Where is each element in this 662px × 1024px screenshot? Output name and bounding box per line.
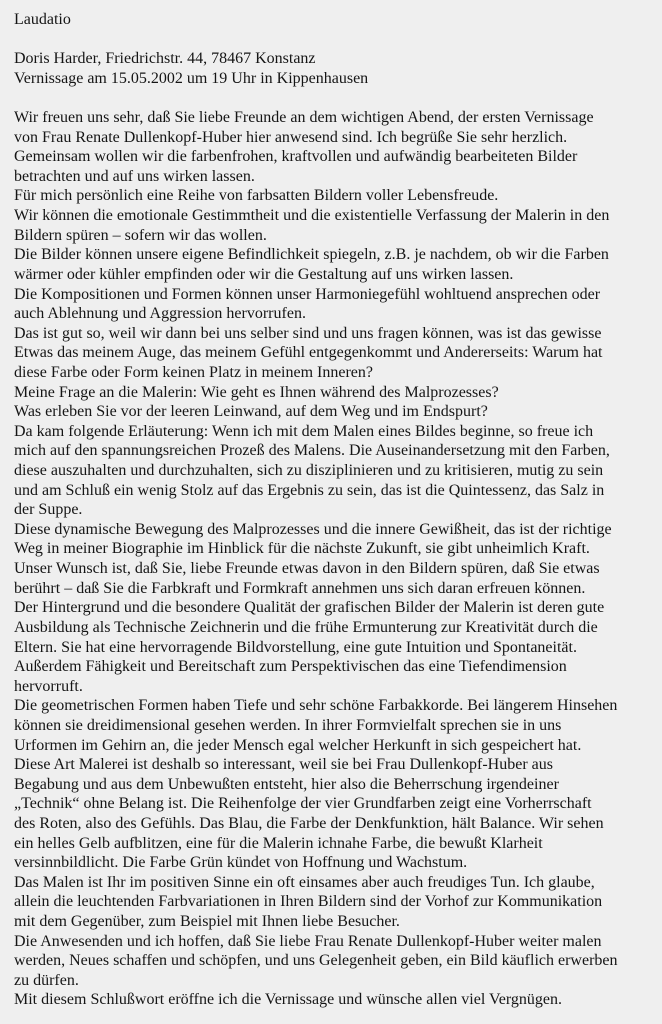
body-text-line: Bildern spüren – sofern wir das wollen. <box>14 226 267 244</box>
document-page <box>14 10 658 1010</box>
event-info: Vernissage am 15.05.2002 um 19 Uhr in Kippenhausen <box>14 69 369 87</box>
body-text-line: Urformen im Gehirn an, die jeder Mensch egal welcher Herkunft in sich gespeichert hat. <box>14 736 582 754</box>
body-text-line: hervorruft. <box>14 677 83 695</box>
body-text-line: allein die leuchtenden Farbvariationen in Ihren Bildern sind der Vorhof zur Kommunikation <box>14 893 603 911</box>
body-text-line: Unser Wunsch ist, daß Sie, liebe Freunde etwas davon in den Bildern spüren, daß Sie etwas <box>14 560 600 578</box>
body-text-line: diese auszuhalten und durchzuhalten, sich zu disziplinieren und zu kritisieren, mutig zu sein <box>14 462 604 480</box>
body-text-line: der Suppe. <box>14 501 83 519</box>
spacer <box>14 88 658 108</box>
body-text-line: zu dürfen. <box>14 971 79 989</box>
spacer <box>14 30 658 50</box>
body-text-line: Außerdem Fähigkeit und Bereitschaft zum Perspektivischen das eine Tiefendimension <box>14 658 567 676</box>
body-text-line: von Frau Renate Dullenkopf-Huber hier anwesend sind. Ich begrüße Sie sehr herzlich. <box>14 128 568 146</box>
body-text-line: Meine Frage an die Malerin: Wie geht es Ihnen während des Malprozesses? <box>14 383 499 401</box>
body-text-line: „Technik“ ohne Belang ist. Die Reihenfolge der vier Grundfarben zeigt eine Vorherrschaft <box>14 795 592 813</box>
body-text-line: Das ist gut so, weil wir dann bei uns selber sind und uns fragen können, was ist das gewisse <box>14 324 602 342</box>
body-text-line: Wir können die emotionale Gestimmtheit und die existentielle Verfassung der Malerin in den <box>14 207 610 225</box>
body-text-line: ein helles Gelb aufblitzen, eine für die Malerin ichnahe Farbe, die bewußt Klarheit <box>14 834 543 852</box>
body-text-line: Wir freuen uns sehr, daß Sie liebe Freunde an dem wichtigen Abend, der ersten Vernissage <box>14 109 594 127</box>
body-text-line: Weg in meiner Biographie im Hinblick für die nächste Zukunft, sie gibt unheimlich Kraft. <box>14 540 590 558</box>
author-address: Doris Harder, Friedrichstr. 44, 78467 Konstanz <box>14 50 316 68</box>
body-text-line: mit dem Gegenüber, zum Beispiel mit Ihnen liebe Besucher. <box>14 913 400 931</box>
body-text-line: betrachten und auf uns wirken lassen. <box>14 167 255 185</box>
body-text-line: Begabung und aus dem Unbewußten entsteht, hier also die Beherrschung irgendeiner <box>14 775 559 793</box>
body-text-line: Diese Art Malerei ist deshalb so interessant, weil sie bei Frau Dullenkopf-Huber aus <box>14 756 553 774</box>
body-text-line: Was erleben Sie vor der leeren Leinwand, auf dem Weg und im Endspurt? <box>14 403 488 421</box>
body-text-line: können sie dreidimensional gesehen werden. In ihrer Formvielfalt sprechen sie in uns <box>14 716 562 734</box>
body-text-line: Die Bilder können unsere eigene Befindlichkeit spiegeln, z.B. je nachdem, ob wir die Farben <box>14 246 609 264</box>
body-text-line: Diese dynamische Bewegung des Malprozesses und die innere Gewißheit, das ist der richtige <box>14 520 612 538</box>
body-text-line: Der Hintergrund und die besondere Qualität der grafischen Bilder der Malerin ist deren gute <box>14 599 605 617</box>
body-text-line: diese Farbe oder Form keinen Platz in meinem Inneren? <box>14 363 373 381</box>
body-text-line: berührt – daß Sie die Farbkraft und Formkraft annehmen uns sich daran erfreuen können. <box>14 579 586 597</box>
body-text-line: Eltern. Sie hat eine hervorragende Bildvorstellung, eine gute Intuition und Spontaneität. <box>14 638 577 656</box>
body-text-line: Ausbildung als Technische Zeichnerin und die frühe Ermunterung zur Kreativität durch die <box>14 618 598 636</box>
body-text-line: versinnbildlicht. Die Farbe Grün kündet von Hoffnung und Wachstum. <box>14 854 468 872</box>
document-title: Laudatio <box>14 11 71 28</box>
body-text-line: des Roten, also des Gefühls. Das Blau, die Farbe der Denkfunktion, hält Balance. Wir sehen <box>14 814 604 832</box>
body-text-line: werden, Neues schaffen und schöpfen, und uns Gelegenheit geben, ein Bild käuflich erwerben <box>14 952 618 970</box>
body-text-line: Die Kompositionen und Formen können unser Harmoniegefühl wohltuend ansprechen oder <box>14 285 601 303</box>
document-body <box>14 108 658 1010</box>
body-text-line: und am Schluß ein wenig Stolz auf das Ergebnis zu sein, das ist die Quintessenz, das Salz in <box>14 481 605 499</box>
body-text-line: Gemeinsam wollen wir die farbenfrohen, kraftvollen und aufwändig bearbeiteten Bilder <box>14 148 578 166</box>
body-text-line: auch Ablehnung und Aggression hervorrufen. <box>14 305 306 323</box>
body-text-line: Die geometrischen Formen haben Tiefe und sehr schöne Farbakkorde. Bei längerem Hinsehen <box>14 697 618 715</box>
body-text-line: Mit diesem Schlußwort eröffne ich die Vernissage und wünsche allen viel Vergnügen. <box>14 991 563 1009</box>
body-text-line: Für mich persönlich eine Reihe von farbsatten Bildern voller Lebensfreude. <box>14 187 499 205</box>
body-text-line: Da kam folgende Erläuterung: Wenn ich mit dem Malen eines Bildes beginne, so freue ich <box>14 422 594 440</box>
body-text-line: Das Malen ist Ihr im positiven Sinne ein oft einsames aber auch freudiges Tun. Ich glaube, <box>14 873 595 891</box>
body-text-line: Etwas das meinem Auge, das meinem Gefühl entgegenkommt und Andererseits: Warum hat <box>14 344 603 362</box>
body-text-line: wärmer oder kühler empfinden oder wir die Gestaltung auf uns wirken lassen. <box>14 265 514 283</box>
body-text-line: Die Anwesenden und ich hoffen, daß Sie liebe Frau Renate Dullenkopf-Huber weiter malen <box>14 932 602 950</box>
body-text-line: mich auf den spannungsreichen Prozeß des Malens. Die Auseinandersetzung mit den Farben, <box>14 442 610 460</box>
